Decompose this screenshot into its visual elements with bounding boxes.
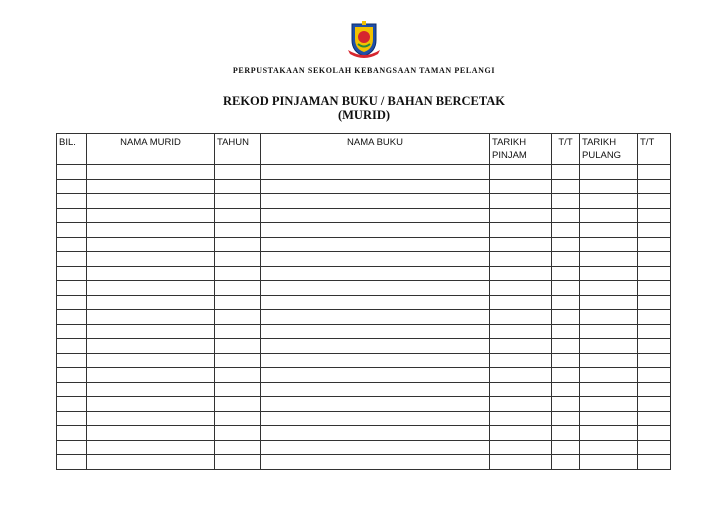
table-cell — [638, 194, 671, 209]
table-cell — [580, 237, 638, 252]
table-cell — [580, 324, 638, 339]
table-cell — [87, 252, 215, 267]
table-cell — [261, 368, 490, 383]
table-cell — [552, 266, 580, 281]
table-cell — [552, 208, 580, 223]
table-cell — [215, 397, 261, 412]
table-cell — [580, 382, 638, 397]
table-cell — [215, 411, 261, 426]
table-cell — [552, 353, 580, 368]
table-cell — [552, 165, 580, 180]
table-row — [57, 397, 671, 412]
table-cell — [87, 382, 215, 397]
table-cell — [261, 440, 490, 455]
table-cell — [261, 411, 490, 426]
table-row — [57, 165, 671, 180]
column-header-nama-murid: NAMA MURID — [87, 134, 215, 165]
table-cell — [580, 281, 638, 296]
table-row — [57, 382, 671, 397]
table-cell — [580, 368, 638, 383]
school-name: PERPUSTAKAAN SEKOLAH KEBANGSAAN TAMAN PELANGI — [232, 66, 496, 75]
table-cell — [87, 324, 215, 339]
table-cell — [490, 237, 552, 252]
table-row — [57, 252, 671, 267]
table-cell — [215, 252, 261, 267]
table-cell — [490, 223, 552, 238]
table-cell — [261, 382, 490, 397]
table-cell — [638, 208, 671, 223]
table-cell — [57, 440, 87, 455]
school-crest-icon — [346, 20, 382, 58]
table-cell — [638, 237, 671, 252]
table-cell — [580, 397, 638, 412]
table-cell — [490, 310, 552, 325]
table-cell — [638, 339, 671, 354]
table-cell — [215, 440, 261, 455]
table-cell — [638, 281, 671, 296]
table-row — [57, 455, 671, 470]
title-line-1: REKOD PINJAMAN BUKU / BAHAN BERCETAK — [222, 94, 506, 108]
table-cell — [215, 281, 261, 296]
table-cell — [87, 310, 215, 325]
column-header-bil: BIL. — [57, 134, 87, 165]
table-row — [57, 368, 671, 383]
table-row — [57, 310, 671, 325]
table-cell — [580, 353, 638, 368]
table-cell — [490, 339, 552, 354]
table-cell — [215, 324, 261, 339]
table-cell — [490, 440, 552, 455]
table-cell — [215, 208, 261, 223]
table-cell — [638, 426, 671, 441]
table-cell — [638, 179, 671, 194]
table-cell — [57, 266, 87, 281]
table-cell — [552, 368, 580, 383]
table-row — [57, 324, 671, 339]
table-cell — [87, 266, 215, 281]
table-cell — [490, 165, 552, 180]
table-row — [57, 208, 671, 223]
table-row — [57, 411, 671, 426]
table-cell — [87, 281, 215, 296]
table-cell — [215, 353, 261, 368]
table-row — [57, 237, 671, 252]
table-cell — [580, 440, 638, 455]
table-cell — [57, 295, 87, 310]
table-cell — [87, 179, 215, 194]
table-row — [57, 353, 671, 368]
table-cell — [552, 382, 580, 397]
table-cell — [490, 353, 552, 368]
table-cell — [552, 252, 580, 267]
table-cell — [87, 194, 215, 209]
table-row — [57, 440, 671, 455]
table-cell — [215, 194, 261, 209]
column-header-tahun: TAHUN — [215, 134, 261, 165]
table-cell — [552, 281, 580, 296]
table-cell — [638, 165, 671, 180]
table-cell — [638, 411, 671, 426]
table-cell — [87, 237, 215, 252]
table-cell — [87, 426, 215, 441]
table-cell — [57, 368, 87, 383]
table-cell — [261, 310, 490, 325]
table-cell — [490, 295, 552, 310]
table-cell — [57, 179, 87, 194]
table-cell — [552, 194, 580, 209]
table-cell — [638, 295, 671, 310]
table-cell — [552, 411, 580, 426]
table-cell — [490, 194, 552, 209]
column-header-tarikh-pulang: TARIKH PULANG — [580, 134, 638, 165]
table-cell — [87, 411, 215, 426]
table-cell — [638, 252, 671, 267]
table-cell — [215, 295, 261, 310]
table-cell — [261, 295, 490, 310]
table-cell — [261, 266, 490, 281]
table-cell — [57, 194, 87, 209]
table-cell — [215, 382, 261, 397]
table-cell — [490, 208, 552, 223]
table-cell — [57, 382, 87, 397]
table-cell — [580, 194, 638, 209]
table-cell — [57, 339, 87, 354]
table-header-row — [57, 134, 671, 165]
table-cell — [552, 237, 580, 252]
column-header-tt-pulang: T/T — [638, 134, 671, 165]
table-cell — [638, 382, 671, 397]
table-cell — [261, 324, 490, 339]
table-cell — [638, 455, 671, 470]
table-cell — [490, 179, 552, 194]
table-cell — [57, 208, 87, 223]
table-cell — [490, 252, 552, 267]
table-cell — [87, 368, 215, 383]
table-cell — [261, 353, 490, 368]
table-row — [57, 295, 671, 310]
table-body — [57, 165, 671, 470]
table-cell — [261, 397, 490, 412]
table-cell — [490, 266, 552, 281]
table-cell — [215, 179, 261, 194]
table-cell — [638, 324, 671, 339]
table-cell — [215, 310, 261, 325]
table-cell — [490, 382, 552, 397]
table-cell — [490, 368, 552, 383]
table-cell — [552, 310, 580, 325]
table-cell — [552, 324, 580, 339]
table-cell — [552, 223, 580, 238]
table-cell — [87, 223, 215, 238]
table-cell — [638, 353, 671, 368]
table-cell — [261, 426, 490, 441]
table-cell — [215, 223, 261, 238]
table-cell — [638, 266, 671, 281]
table-cell — [57, 237, 87, 252]
table-cell — [57, 426, 87, 441]
table-cell — [261, 281, 490, 296]
table-cell — [57, 455, 87, 470]
table-cell — [638, 440, 671, 455]
table-cell — [580, 252, 638, 267]
table-cell — [552, 397, 580, 412]
table-cell — [580, 223, 638, 238]
column-header-tarikh-pinjam: TARIKH PINJAM — [490, 134, 552, 165]
table-cell — [580, 426, 638, 441]
table-cell — [215, 426, 261, 441]
table-cell — [638, 223, 671, 238]
document-title — [0, 94, 728, 122]
table-row — [57, 266, 671, 281]
table-cell — [552, 179, 580, 194]
table-cell — [57, 310, 87, 325]
table-cell — [57, 411, 87, 426]
table-cell — [215, 266, 261, 281]
table-row — [57, 179, 671, 194]
table-cell — [87, 455, 215, 470]
table-cell — [490, 426, 552, 441]
table-cell — [261, 455, 490, 470]
table-cell — [552, 339, 580, 354]
table-row — [57, 223, 671, 238]
table-cell — [57, 223, 87, 238]
table-cell — [57, 281, 87, 296]
table-cell — [580, 165, 638, 180]
table-cell — [552, 440, 580, 455]
table-cell — [552, 426, 580, 441]
table-cell — [580, 179, 638, 194]
table-cell — [261, 165, 490, 180]
table-row — [57, 194, 671, 209]
table-cell — [490, 324, 552, 339]
table-cell — [87, 165, 215, 180]
table-cell — [261, 208, 490, 223]
table-cell — [490, 397, 552, 412]
table-cell — [261, 223, 490, 238]
table-cell — [261, 194, 490, 209]
table-cell — [87, 353, 215, 368]
table-cell — [57, 397, 87, 412]
column-header-tt-pinjam: T/T — [552, 134, 580, 165]
table-cell — [215, 368, 261, 383]
table-cell — [580, 208, 638, 223]
table-cell — [215, 339, 261, 354]
table-cell — [490, 281, 552, 296]
table-row — [57, 339, 671, 354]
table-cell — [261, 237, 490, 252]
table-cell — [215, 455, 261, 470]
table-cell — [87, 397, 215, 412]
table-cell — [580, 310, 638, 325]
table-cell — [261, 252, 490, 267]
table-cell — [490, 455, 552, 470]
table-cell — [57, 165, 87, 180]
table-cell — [580, 455, 638, 470]
table-cell — [87, 440, 215, 455]
table-cell — [580, 266, 638, 281]
table-cell — [87, 339, 215, 354]
table-cell — [215, 237, 261, 252]
title-line-2: (MURID) — [337, 108, 391, 122]
table-cell — [638, 310, 671, 325]
table-cell — [57, 353, 87, 368]
table-cell — [580, 339, 638, 354]
table-cell — [552, 455, 580, 470]
column-header-nama-buku: NAMA BUKU — [261, 134, 490, 165]
table-cell — [261, 179, 490, 194]
table-cell — [261, 339, 490, 354]
table-cell — [215, 165, 261, 180]
table-cell — [490, 411, 552, 426]
table-cell — [57, 324, 87, 339]
loan-record-table — [56, 133, 671, 470]
table-cell — [580, 295, 638, 310]
table-cell — [87, 295, 215, 310]
table-cell — [638, 368, 671, 383]
table-cell — [57, 252, 87, 267]
table-row — [57, 426, 671, 441]
table-row — [57, 281, 671, 296]
table-cell — [87, 208, 215, 223]
table-cell — [552, 295, 580, 310]
table-cell — [580, 411, 638, 426]
table-cell — [638, 397, 671, 412]
